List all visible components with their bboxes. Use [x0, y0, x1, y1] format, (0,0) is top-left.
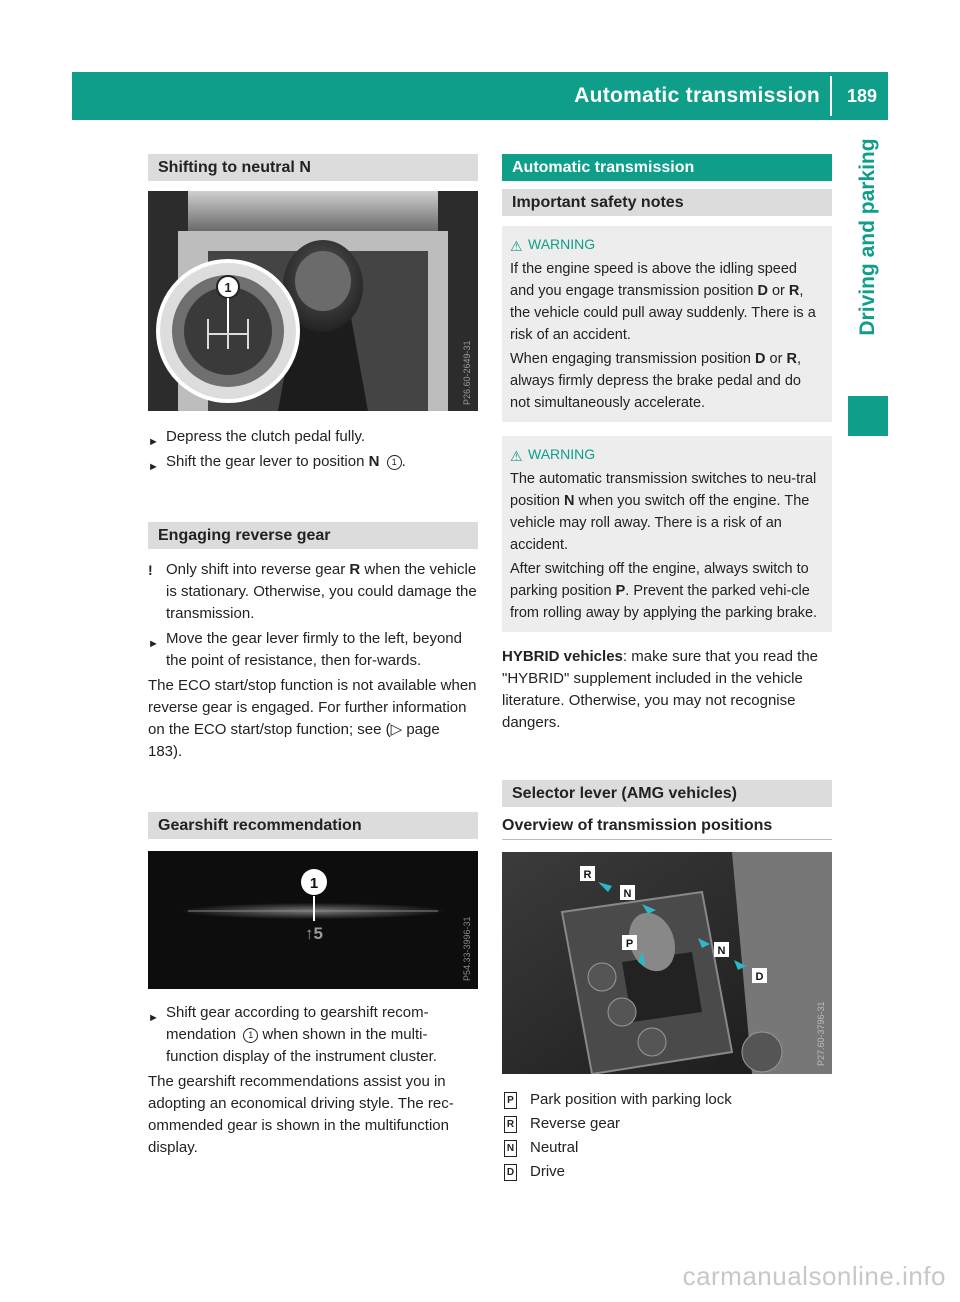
chapter-tab: [848, 130, 888, 360]
heading-overview: Overview of transmission positions: [502, 817, 832, 840]
photo-label-r: R: [583, 869, 592, 881]
photo-code: P26.60-2649-31: [462, 340, 472, 405]
page-number: 189: [846, 86, 878, 106]
heading-shifting-neutral: Shifting to neutral N: [148, 154, 478, 181]
heading-automatic-transmission: Automatic transmission: [502, 154, 832, 181]
list-item: N Neutral: [502, 1136, 832, 1160]
position-key-icon: D: [504, 1164, 517, 1181]
photo-label-d: D: [755, 971, 764, 983]
photo-label-p: P: [625, 938, 634, 950]
list-item: ► Move the gear lever firmly to the left, beyond the point of resistance, then for-wards.: [148, 630, 462, 669]
callout-1: 1: [309, 875, 319, 892]
left-column: [148, 154, 478, 1159]
note-item: ! Only shift into reverse gear R when the vehicle is stationary. Otherwise, you could damage the transmission.: [148, 561, 477, 622]
selector-lever-photo: [502, 852, 832, 1074]
watermark: carmanualsonline.info: [682, 1261, 946, 1291]
warning-box: ⚠ WARNING If the engine speed is above the idling speed and you engage transmission position D or R, the vehicle could pull away suddenly. There is a risk of an accident. When engaging transmission position D or R, always firmly depress the brake pedal and do not simultaneously accelerate.: [502, 226, 832, 422]
heading-safety-notes: Important safety notes: [502, 189, 832, 216]
list-item: D Drive: [502, 1160, 832, 1184]
page-header: [72, 72, 888, 120]
gearshift-display-photo: [148, 851, 478, 989]
positions-list: [502, 1088, 832, 1184]
position-key-icon: R: [504, 1116, 517, 1133]
photo-code: P27.60-3796-31: [816, 1001, 826, 1066]
list-item: ► Shift the gear lever to position N 1 .: [148, 453, 406, 473]
gear-lever-illustration: [148, 191, 478, 411]
chapter-label: Driving and parking: [856, 138, 879, 336]
callout-ref: 1: [387, 455, 402, 470]
display-illustration: [148, 851, 478, 989]
warning-title: ⚠ WARNING: [510, 236, 596, 254]
header-divider: [830, 76, 832, 116]
chapter-marker: [848, 396, 888, 436]
recommended-gear: ↑5: [305, 924, 323, 943]
callout-1: 1: [224, 280, 232, 295]
position-key-icon: P: [504, 1092, 517, 1109]
position-key-icon: N: [504, 1140, 517, 1157]
photo-code: P54.33-3996-31: [462, 916, 472, 981]
section-title: Automatic transmission: [574, 84, 820, 107]
hybrid-paragraph: HYBRID vehicles: make sure that you read the "HYBRID" supplement included in the vehicle literature. Otherwise, you may not recognise dangers.: [502, 648, 819, 731]
photo-label-n2: N: [717, 945, 726, 957]
right-column: [502, 154, 832, 1184]
callout-ref: 1: [243, 1028, 258, 1043]
eco-paragraph: The ECO start/stop function is not available when reverse gear is engaged. For further information on the ECO start/stop function; see (▷ page 183).: [148, 677, 477, 760]
list-item: R Reverse gear: [502, 1112, 832, 1136]
list-item: ► Depress the clutch pedal fully.: [148, 428, 365, 448]
selector-illustration: [502, 852, 832, 1074]
neutral-steps: [148, 426, 478, 473]
photo-label-n: N: [623, 888, 632, 900]
gear-lever-photo: [148, 191, 478, 411]
warning-icon: ⚠: [510, 448, 523, 464]
heading-selector-lever: Selector lever (AMG vehicles): [502, 780, 832, 807]
list-item: ► Shift gear according to gearshift recom-mendation 1 when shown in the multi-function display of the instrument cluster.: [148, 1004, 437, 1065]
heading-reverse-gear: Engaging reverse gear: [148, 522, 478, 549]
recommendation-paragraph: The gearshift recommendations assist you in adopting an economical driving style. The rec-ommended gear is shown in the multifunction display.: [148, 1073, 454, 1156]
warning-box: ⚠ WARNING The automatic transmission switches to neu-tral position N when you switch off the engine. The vehicle may roll away. There is a risk of an accident. After switching off the engine, always switch to parking position P. Prevent the parked vehi-cle from rolling away by applying the parking brake.: [502, 436, 832, 632]
list-item: P Park position with parking lock: [502, 1088, 832, 1112]
warning-title: ⚠ WARNING: [510, 446, 596, 464]
heading-gearshift-recommendation: Gearshift recommendation: [148, 812, 478, 839]
warning-icon: ⚠: [510, 238, 523, 254]
